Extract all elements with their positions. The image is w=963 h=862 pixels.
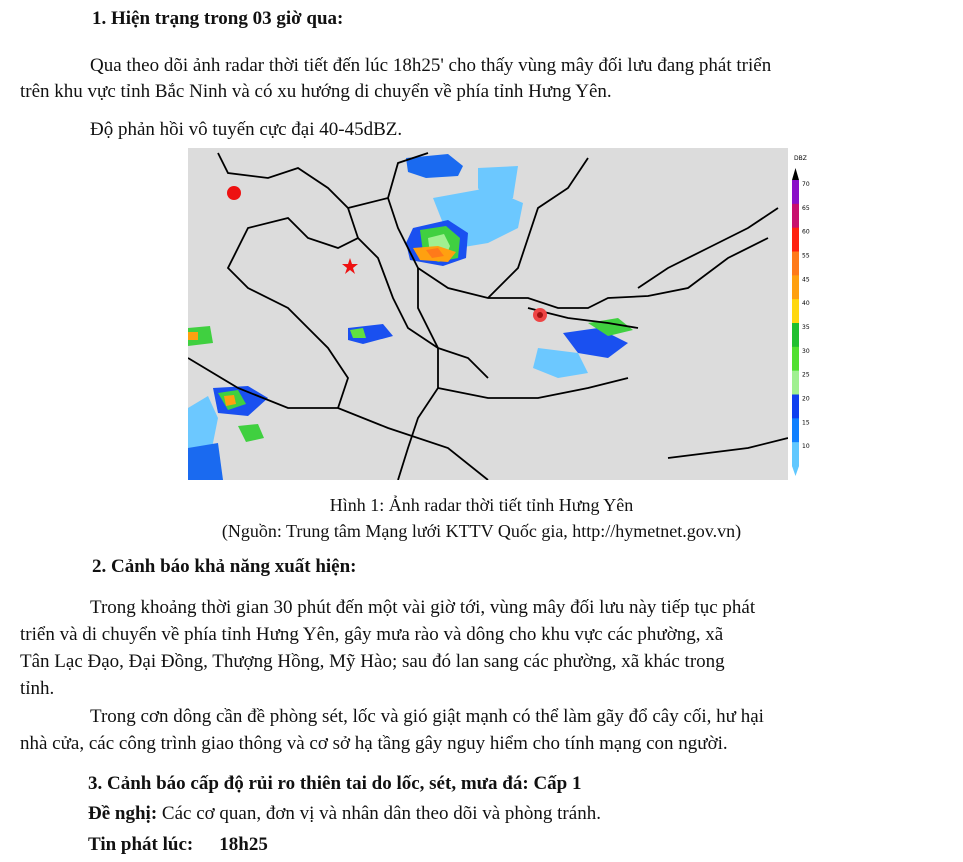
section1-heading: 1. Hiện trạng trong 03 giờ qua: (92, 8, 344, 29)
colorbar-tick-label: 10 (802, 443, 810, 451)
colorbar-tick-label: 40 (802, 300, 810, 308)
colorbar-tick-label: 35 (802, 324, 810, 331)
section2-paragraph-line: tỉnh. (20, 678, 55, 699)
recommendation-label: Đề nghị: (88, 803, 158, 824)
radar-map-svg (188, 148, 818, 480)
colorbar-segment (792, 371, 799, 395)
section2-paragraph-line: Trong cơn dông cần đề phòng sét, lốc và gió giật mạnh có thể làm gãy đổ cây cối, hư hại (90, 706, 764, 727)
issued-label: Tin phát lúc: (88, 834, 194, 855)
section1-paragraph-line: trên khu vực tỉnh Bắc Ninh và có xu hướng di chuyển về phía tỉnh Hưng Yên. (20, 81, 612, 102)
recommendation-text: Các cơ quan, đơn vị và nhân dân theo dõi và phòng tránh. (157, 803, 601, 824)
section3-heading: 3. Cảnh báo cấp độ rủi ro thiên tai do lốc, sét, mưa đá: Cấp 1 (88, 773, 582, 794)
colorbar-tick-label: 25 (802, 371, 810, 379)
recommendation-line (88, 803, 601, 825)
colorbar-tick-label: 15 (802, 419, 810, 427)
figure-source: (Nguồn: Trung tâm Mạng lưới KTTV Quốc gia, http://hymetnet.gov.vn) (221, 521, 742, 541)
colorbar-tick-label: 30 (802, 347, 810, 355)
colorbar-tick-label: 60 (802, 228, 810, 236)
section2-paragraph-line: nhà cửa, các công trình giao thông và cơ sở hạ tầng gây nguy hiểm cho tính mạng con người. (20, 733, 728, 754)
section2-paragraph-line: triển và di chuyển về phía tỉnh Hưng Yên, gây mưa rào và dông cho khu vực các phường, xã (20, 624, 724, 645)
section1-reflectivity-text: Độ phản hồi vô tuyến cực đại 40-45dBZ. (90, 119, 403, 140)
section2-paragraph-line: Trong khoảng thời gian 30 phút đến một vài giờ tới, vùng mây đối lưu này tiếp tục phát (90, 597, 756, 618)
colorbar-segment (792, 299, 799, 323)
colorbar-segment (792, 395, 799, 419)
colorbar-tick-label: 20 (802, 395, 810, 403)
figure-caption: Hình 1: Ảnh radar thời tiết tỉnh Hưng Yên (329, 495, 634, 515)
colorbar-segment (792, 347, 799, 371)
colorbar (788, 148, 818, 480)
colorbar-segment (792, 442, 799, 466)
colorbar-segment (792, 323, 799, 347)
colorbar-segment (792, 204, 799, 228)
colorbar-segment (792, 180, 799, 204)
section2-paragraph-line: Tân Lạc Đạo, Đại Đồng, Thượng Hồng, Mỹ Hào; sau đó lan sang các phường, xã khác trong (20, 651, 725, 672)
colorbar-tick-label: 70 (802, 181, 810, 188)
colorbar-segment (792, 228, 799, 252)
colorbar-segment (792, 252, 799, 276)
colorbar-segment (792, 418, 799, 442)
issued-line (88, 834, 268, 856)
colorbar-tick-label: 45 (802, 276, 810, 284)
section1-paragraph-line: Qua theo dõi ảnh radar thời tiết đến lúc 18h25' cho thấy vùng mây đối lưu đang phát triển (90, 55, 772, 76)
issued-time: 18h25 (219, 834, 268, 855)
colorbar-tick-label: 55 (802, 252, 810, 260)
colorbar-segment (792, 275, 799, 299)
radar-map-image (188, 148, 818, 480)
colorbar-tick-label: 65 (802, 204, 810, 212)
colorbar-unit-label: DBZ (794, 155, 807, 162)
red-dot-marker (227, 186, 241, 200)
section2-heading: 2. Cảnh báo khả năng xuất hiện: (92, 556, 357, 577)
